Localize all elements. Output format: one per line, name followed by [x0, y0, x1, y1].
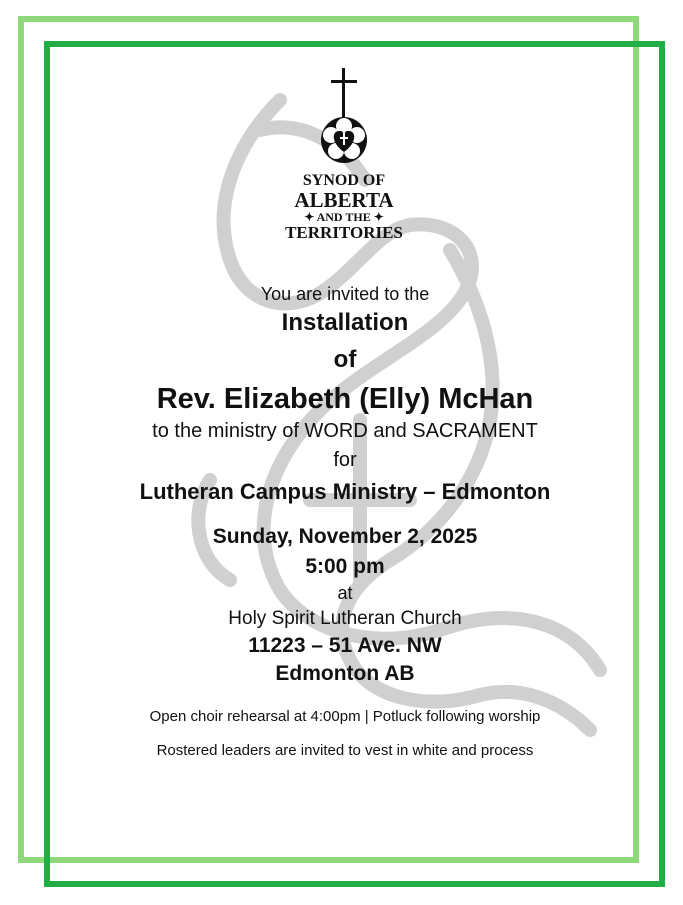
cross-icon: [331, 68, 357, 120]
venue-address: 11223 – 51 Ave. NW: [248, 634, 442, 657]
ministry-role: to the ministry of WORD and SACRAMENT: [152, 420, 538, 442]
event-of: of: [333, 346, 357, 373]
event-date: Sunday, November 2, 2025: [212, 525, 478, 548]
honoree-name: Rev. Elizabeth (Elly) McHan: [156, 383, 534, 415]
logo-line-alberta: ALBERTA: [294, 188, 394, 212]
for-word: for: [333, 449, 357, 471]
luther-rose-icon: [321, 117, 367, 163]
logo-line-territories: TERRITORIES: [285, 223, 403, 242]
at-word: at: [337, 583, 353, 603]
logo-line-synod-of: SYNOD OF: [302, 172, 386, 189]
venue-name: Holy Spirit Lutheran Church: [228, 608, 462, 629]
organization-name: Lutheran Campus Ministry – Edmonton: [139, 479, 551, 504]
venue-city: Edmonton AB: [275, 662, 415, 685]
logo-line-and-the: ✦ AND THE ✦: [304, 210, 384, 224]
rehearsal-note: Open choir rehearsal at 4:00pm | Potluck following worship: [149, 708, 541, 725]
vesting-note: Rostered leaders are invited to vest in white and process: [156, 742, 534, 759]
invitation-text: [60, 284, 630, 759]
invitation-intro: You are invited to the: [260, 284, 430, 304]
event-time: 5:00 pm: [305, 555, 385, 578]
event-title: Installation: [281, 309, 409, 336]
